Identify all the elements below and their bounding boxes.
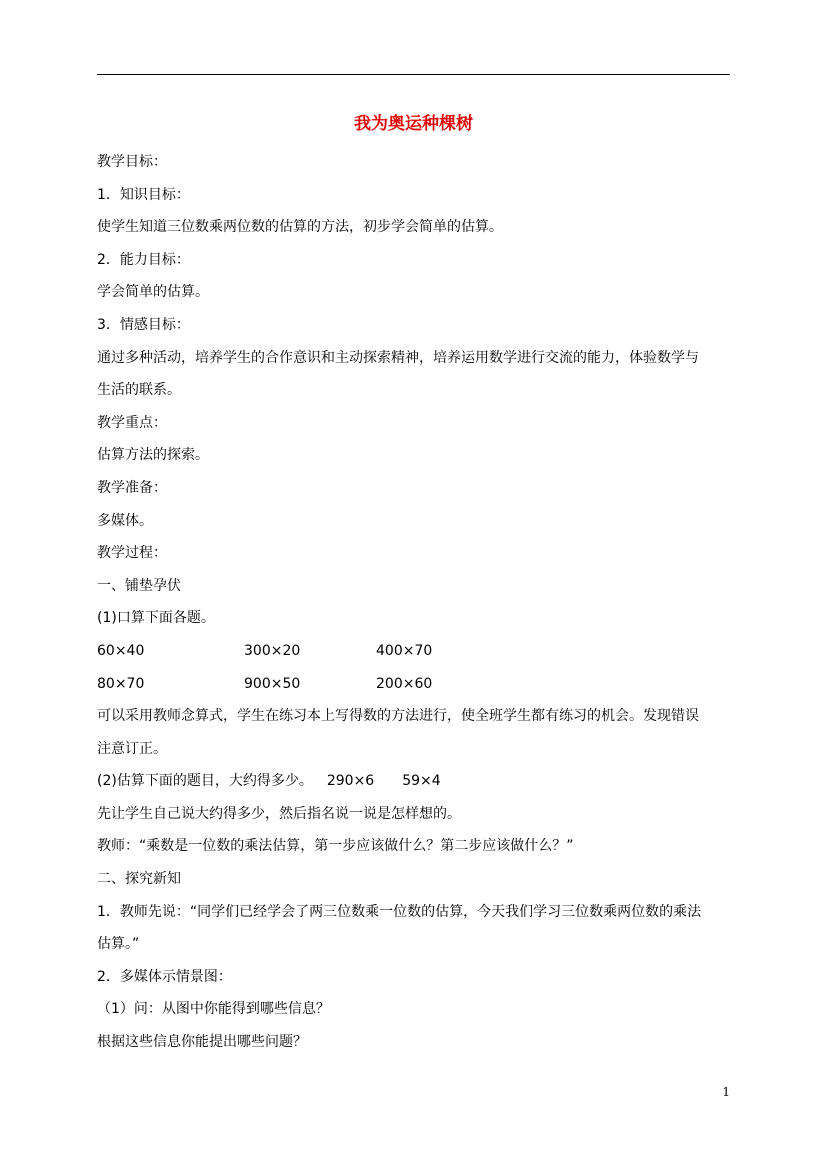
text-line: （1）问：从图中你能得到哪些信息？ (97, 1001, 330, 1018)
text-line: 教师：“乘数是一位数的乘法估算，第一步应该做什么？第二步应该做什么？” (97, 838, 574, 855)
calc-item: 400×70 (376, 642, 433, 659)
estimate-text: (2)估算下面的题目，大约得多少。 (97, 773, 313, 790)
calc-item: 60×40 (97, 642, 145, 659)
text-line: 教学准备： (97, 479, 167, 496)
calc-item: 80×70 (97, 675, 145, 692)
text-line: 估算。” (97, 936, 140, 953)
text-line: 教学过程： (97, 545, 167, 562)
estimate-line (97, 765, 732, 798)
calc-item: 200×60 (376, 675, 433, 692)
text-line: 2．能力目标： (97, 251, 190, 268)
text-line: 可以采用教师念算式，学生在练习本上写得数的方法进行，使全班学生都有练习的机会。发现错误 (97, 708, 699, 725)
text-line: 先让学生自己说大约得多少，然后指名说一说是怎样想的。 (97, 805, 461, 822)
text-line: 教学重点： (97, 414, 167, 431)
text-line: 教学目标： (97, 154, 167, 170)
header-rule (97, 74, 730, 75)
text-line: 多媒体。 (97, 512, 153, 529)
text-line: (1)口算下面各题。 (97, 610, 215, 627)
estimate-question: 59×4 (402, 773, 441, 790)
text-line: 根据这些信息你能提出哪些问题？ (97, 1034, 307, 1051)
calc-row (97, 668, 732, 701)
calc-row (97, 635, 732, 668)
document-title: 我为奥运种棵树 (354, 114, 473, 134)
text-line: 估算方法的探索。 (97, 447, 209, 464)
text-line: 二、探究新知 (97, 871, 181, 888)
text-line: 1．教师先说：“同学们已经学会了两三位数乘一位数的估算，今天我们学习三位数乘两位数的乘法 (97, 903, 702, 920)
text-line: 生活的联系。 (97, 382, 181, 399)
text-line: 通过多种活动，培养学生的合作意识和主动探索精神，培养运用数学进行交流的能力，体验数学与 (97, 349, 699, 366)
calc-item: 300×20 (244, 642, 301, 659)
text-line: 学会简单的估算。 (97, 284, 209, 301)
calc-item: 900×50 (244, 675, 301, 692)
text-line: 1．知识目标： (97, 186, 190, 203)
text-line: 一、铺垫孕伏 (97, 577, 181, 594)
text-line: 使学生知道三位数乘两位数的估算的方法，初步学会简单的估算。 (97, 219, 503, 236)
document-body (97, 146, 732, 1059)
page-number: 1 (722, 1085, 730, 1099)
text-line: 3．情感目标： (97, 316, 190, 333)
estimate-question: 290×6 (326, 773, 375, 790)
text-line: 2．多媒体示情景图： (97, 968, 232, 985)
text-line: 注意订正。 (97, 740, 167, 757)
